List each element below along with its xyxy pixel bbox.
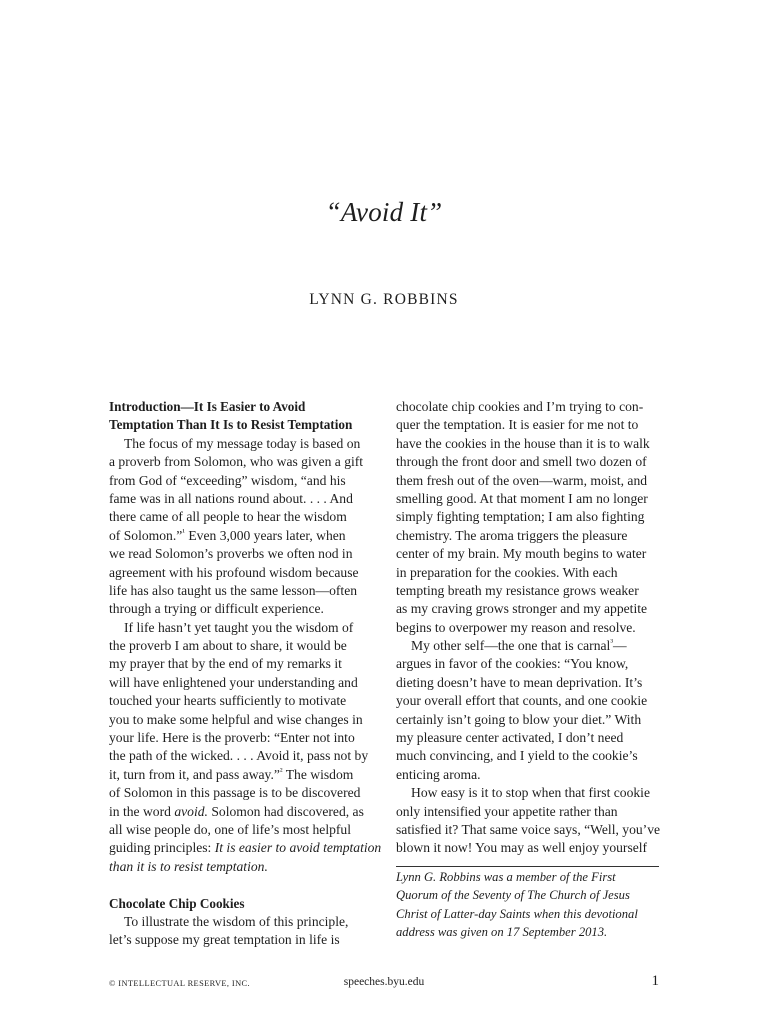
paragraph: My other self—the one that is carnal$^{^3}$— argues in favor of the cookies: “You know, dieting doesn’t have to mean deprivation. It’s your overall effort that counts, and one cookie certainly isn’t going to blow your diet.” With my pleasure center activated, I don’t need much convincing, and I yield to the cookie’s enticing aroma. xyxy=(396,637,648,782)
paragraph: chocolate chip cookies and I’m trying to con- quer the temptation. It is easier for me not to have the cookies in the house than it is to walk through the front door and smell two dozen of them fresh out of the oven—warm, moist, and smelling good. At that moment I am no longer simply fighting temptation; I am also fighting chemistry. The aroma triggers the pleasure center of my brain. My mouth begins to water in preparation for the cookies. With each tempting breath my resistance grows weaker as my craving grows stronger and my appetite begins to overpower my reason and resolve. xyxy=(396,399,650,635)
author-bio: Lynn G. Robbins was a member of the First Quorum of the Seventy of The Church of Jesus Christ of Latter-day Saints when this devotional address was given on 17 September 2013. xyxy=(396,870,638,940)
paragraph: How easy is it to stop when that first cookie only intensified your appetite rather than satisfied it? That same voice says, “Well, you’ve blown it now! You may as well enjoy yourself xyxy=(396,785,661,856)
right-column xyxy=(396,398,659,858)
footnote-divider xyxy=(396,866,659,867)
talk-title: “Avoid It” xyxy=(325,197,443,227)
section-heading-introduction: Introduction—It Is Easier to Avoid xyxy=(109,399,306,414)
section-heading-introduction-cont: Temptation Than It Is to Resist Temptation xyxy=(109,417,353,433)
left-column xyxy=(109,398,382,950)
page-number: 1 xyxy=(651,973,659,989)
footnote-ref: ³ xyxy=(610,637,614,648)
copyright-notice: © INTELLECTUAL RESERVE, INC. xyxy=(109,979,251,988)
talk-author: LYNN G. ROBBINS xyxy=(309,291,459,308)
paragraph: To illustrate the wisdom of this principle, let’s suppose my great temptation in life is xyxy=(109,913,349,948)
footnote-ref: ¹ xyxy=(182,526,185,537)
paragraph: If life hasn’t yet taught you the wisdom of the proverb I am about to share, it would be my prayer that by the end of my remarks it will have enlightened your understanding and touched your hearts sufficiently to motivate you to make some helpful and wise changes in your life. Here is the proverb: “Enter not into the path of the wicked. . . . Avoid it, pass not by it, turn from it, and pass away.”$^{^2}$ The wisdom of Solomon in this passage is to be discovered in the word avoid. Solomon had discovered, as all wise people do, one of life’s most helpful guiding principles: It is easier to avoid temptation than it is to resist temptation. xyxy=(109,619,382,874)
footnote-ref: ² xyxy=(279,765,283,776)
section-heading-cookies: Chocolate Chip Cookies xyxy=(109,895,245,911)
paragraph: The focus of my message today is based on a proverb from Solomon, who was given a gift from God of “exceeding” wisdom, “and his fame was in all nations round about. . . . And there came of all people to hear the wisdom of Solomon.”$^{^1}$ Even 3,000 years later, when we read Solomon’s proverbs we often nod in agreement with his profound wisdom because life has also taught us the same lesson—often through a trying or difficult experience. xyxy=(109,435,364,617)
site-url: speeches.byu.edu xyxy=(343,976,425,988)
